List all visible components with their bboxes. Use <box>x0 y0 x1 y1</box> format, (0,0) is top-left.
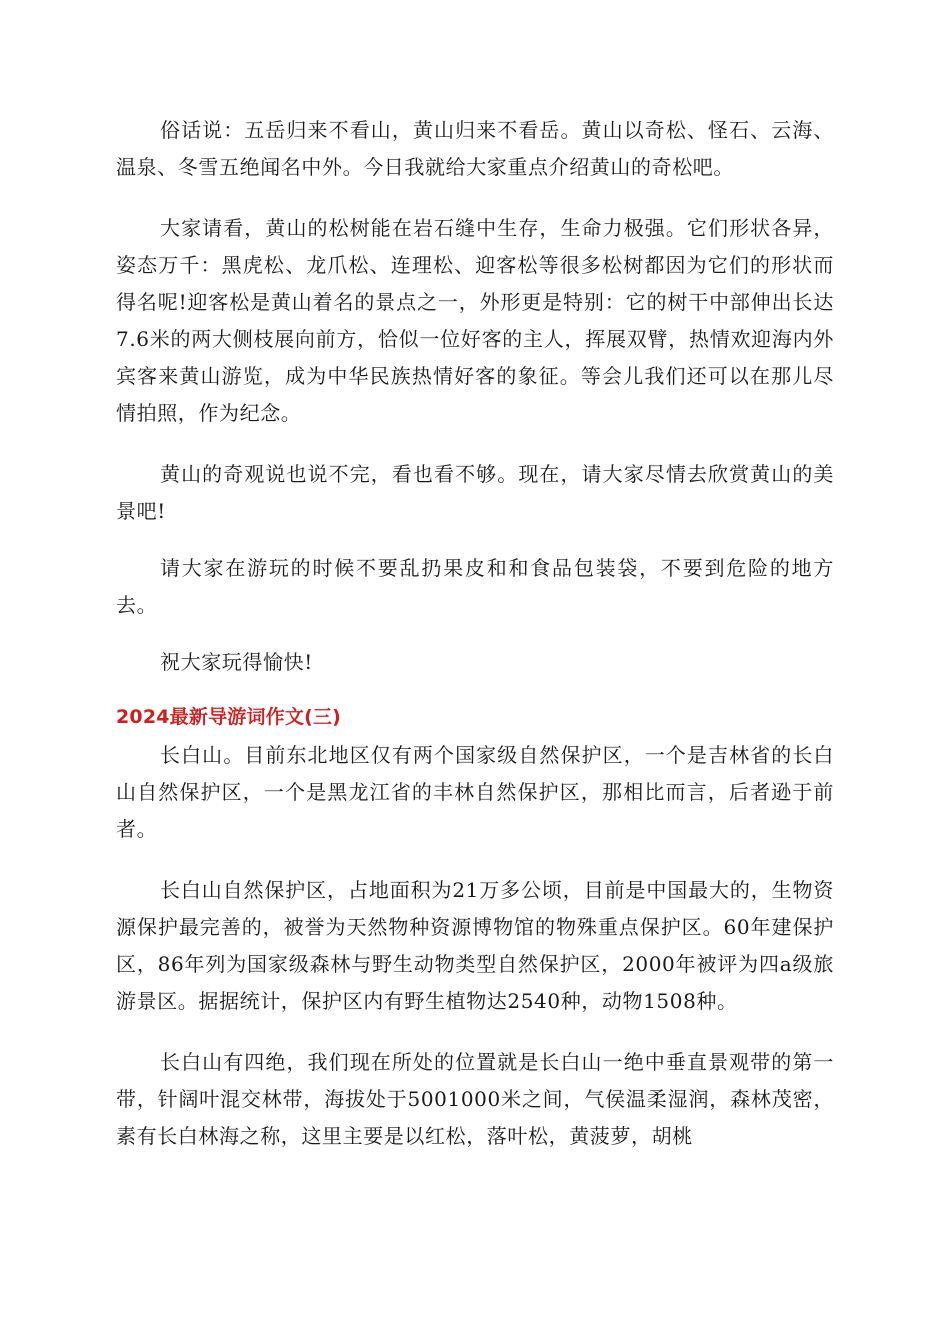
paragraph-reminder: 请大家在游玩的时候不要乱扔果皮和和食品包装袋，不要到危险的地方去。 <box>116 556 834 617</box>
paragraph-reserve-facts: 长白山自然保护区，占地面积为21万多公顷，目前是中国最大的，生物资源保护最完善的，被誉为天然物种资源博物馆的物殊重点保护区。60年建保护区，86年列为国家级森林与野生动物类型自然保护区，2000年被评为四a级旅游景区。据据统计，保护区内有野生植物达2540种，动物1508种。 <box>116 878 834 1013</box>
section-title: 2024最新导游词作文(三) <box>116 706 342 728</box>
paragraph-four-wonders: 长白山有四绝，我们现在所处的位置就是长白山一绝中垂直景观带的第一带，针阔叶混交林带，海拔处于5001000米之间，气侯温柔湿润，森林茂密，素有长白林海之称，这里主要是以红松，落叶松，黄菠萝，胡桃 <box>116 1050 834 1148</box>
paragraph-five-mountains: 俗话说：五岳归来不看山，黄山归来不看岳。黄山以奇松、怪石、云海、温泉、冬雪五绝闻名中外。今日我就给大家重点介绍黄山的奇松吧。 <box>116 118 834 179</box>
document-page <box>116 112 834 1155</box>
paragraph-changbai-intro: 长白山。目前东北地区仅有两个国家级自然保护区，一个是吉林省的长白山自然保护区，一个是黑龙江省的丰林自然保护区，那相比而言，后者逊于前者。 <box>116 743 834 841</box>
paragraph-wonders: 黄山的奇观说也说不完，看也看不够。现在，请大家尽情去欣赏黄山的美景吧! <box>116 462 834 523</box>
paragraph-farewell: 祝大家玩得愉快! <box>160 650 313 674</box>
paragraph-pine-trees: 大家请看，黄山的松树能在岩石缝中生存，生命力极强。它们形状各异，姿态万千：黑虎松、龙爪松、连理松、迎客松等很多松树都因为它们的形状而得名呢!迎客松是黄山着名的景点之一，外形更是特别：它的树干中部伸出长达7.6米的两大侧枝展向前方，恰似一位好客的主人，挥展双臂，热情欢迎海内外宾客来黄山游览，成为中华民族热情好客的象征。等会儿我们还可以在那儿尽情拍照，作为纪念。 <box>116 216 834 425</box>
